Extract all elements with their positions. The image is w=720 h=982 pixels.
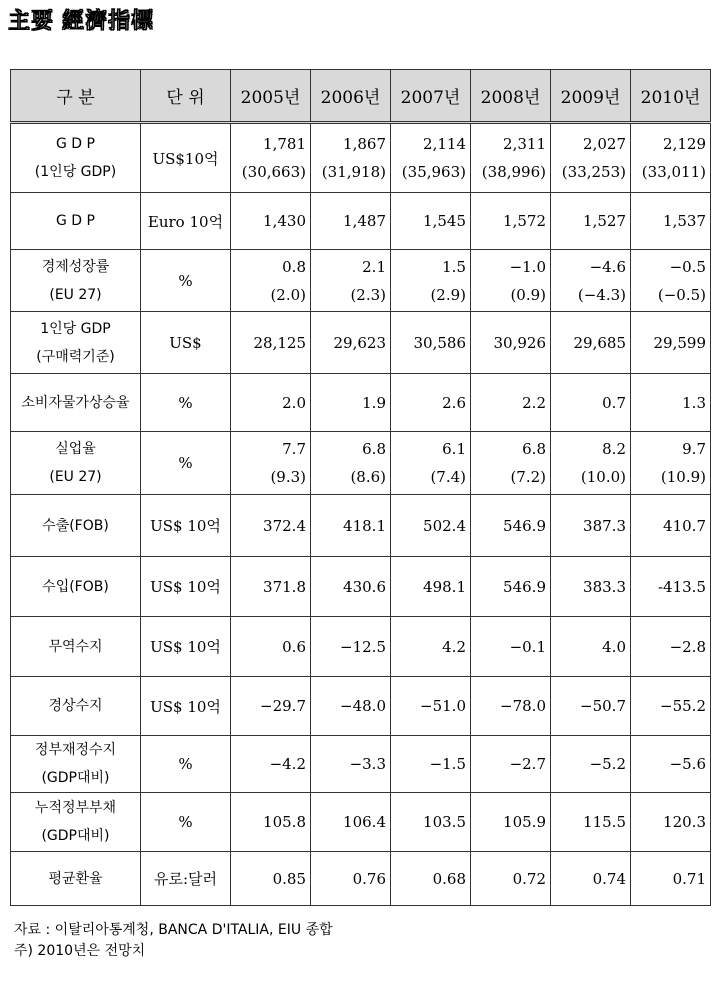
value-cell bbox=[631, 793, 711, 852]
row-label bbox=[11, 193, 141, 250]
value-cell bbox=[391, 250, 471, 312]
row-unit: % bbox=[141, 736, 231, 793]
row-label-line: 경상수지 bbox=[48, 698, 103, 714]
value-cell bbox=[311, 557, 391, 617]
table-header-row bbox=[11, 70, 711, 123]
value-cell bbox=[391, 736, 471, 793]
value-cell bbox=[471, 123, 551, 193]
value-main: 1,487 bbox=[343, 212, 386, 230]
value-main: 6.8 bbox=[522, 440, 546, 458]
value-cell bbox=[391, 793, 471, 852]
value-main: −0.5 bbox=[669, 257, 706, 276]
value-sub: (35,963) bbox=[401, 163, 466, 181]
value-main: −51.0 bbox=[420, 697, 466, 715]
value-main: 8.2 bbox=[602, 440, 626, 458]
value-cell bbox=[551, 250, 631, 312]
value-main: 2,311 bbox=[503, 135, 546, 153]
table-row bbox=[11, 617, 711, 677]
value-main: 1.5 bbox=[442, 257, 466, 276]
value-main: −29.7 bbox=[260, 697, 306, 715]
value-cell bbox=[231, 677, 311, 736]
value-main: 115.5 bbox=[583, 813, 626, 831]
value-cell bbox=[471, 736, 551, 793]
table-row bbox=[11, 123, 711, 193]
row-label-line: 소비자물가상승율 bbox=[21, 394, 130, 411]
forecast-note: 주) 2010년은 전망치 bbox=[14, 943, 146, 959]
table-row bbox=[11, 432, 711, 495]
value-main: −50.7 bbox=[580, 697, 626, 715]
value-main: 2,129 bbox=[663, 135, 706, 153]
row-unit: % bbox=[141, 432, 231, 495]
value-cell bbox=[631, 617, 711, 677]
value-cell bbox=[551, 677, 631, 736]
value-cell bbox=[631, 374, 711, 432]
value-cell bbox=[311, 250, 391, 312]
value-cell bbox=[631, 250, 711, 312]
value-cell bbox=[391, 617, 471, 677]
table-row bbox=[11, 250, 711, 312]
row-label bbox=[11, 495, 141, 557]
value-cell bbox=[471, 852, 551, 906]
value-sub: (2.3) bbox=[350, 285, 386, 304]
value-cell bbox=[471, 193, 551, 250]
value-cell bbox=[551, 312, 631, 374]
value-cell bbox=[231, 250, 311, 312]
value-main: 2.2 bbox=[522, 393, 546, 412]
value-cell bbox=[471, 557, 551, 617]
value-main: 120.3 bbox=[663, 813, 706, 831]
value-main: 0.71 bbox=[672, 869, 706, 888]
row-label-line: 수입(FOB) bbox=[42, 578, 109, 595]
value-main: 546.9 bbox=[503, 577, 546, 596]
value-main: 4.2 bbox=[442, 637, 466, 656]
row-label-line: 누적정부부채 bbox=[34, 800, 117, 816]
value-cell bbox=[631, 312, 711, 374]
value-main: −55.2 bbox=[660, 697, 706, 715]
value-main: 387.3 bbox=[583, 516, 626, 535]
value-cell bbox=[631, 432, 711, 495]
value-cell bbox=[231, 432, 311, 495]
table-row bbox=[11, 736, 711, 793]
row-label bbox=[11, 852, 141, 906]
value-sub: (38,996) bbox=[481, 163, 546, 181]
value-cell bbox=[471, 495, 551, 557]
header-year: 2010년 bbox=[631, 70, 711, 123]
row-label-line: 정부재정수지 bbox=[34, 742, 117, 758]
value-cell bbox=[551, 432, 631, 495]
header-category: 구 분 bbox=[11, 70, 141, 123]
value-main: 9.7 bbox=[682, 440, 706, 458]
value-main: −5.2 bbox=[589, 755, 626, 773]
value-main: 29,623 bbox=[333, 333, 386, 352]
row-label-line: (구매력기준) bbox=[36, 348, 115, 365]
value-main: 418.1 bbox=[343, 516, 386, 535]
value-cell bbox=[551, 495, 631, 557]
row-unit: % bbox=[141, 793, 231, 852]
value-main: 29,685 bbox=[573, 333, 626, 352]
value-main: -413.5 bbox=[657, 577, 706, 596]
value-main: 2.6 bbox=[442, 393, 466, 412]
value-main: 430.6 bbox=[343, 577, 386, 596]
value-main: 2,027 bbox=[583, 135, 626, 153]
value-main: −2.7 bbox=[509, 755, 546, 773]
value-main: 410.7 bbox=[663, 516, 706, 535]
value-main: 2.1 bbox=[362, 257, 386, 276]
value-main: −5.6 bbox=[669, 755, 706, 773]
value-cell bbox=[391, 495, 471, 557]
value-main: 2.0 bbox=[282, 393, 306, 412]
value-cell bbox=[471, 617, 551, 677]
value-sub: (30,663) bbox=[241, 163, 306, 181]
row-label bbox=[11, 123, 141, 193]
row-label-line: 1인당 GDP bbox=[40, 320, 111, 337]
value-cell bbox=[471, 312, 551, 374]
value-main: 105.8 bbox=[263, 813, 306, 831]
value-cell bbox=[311, 852, 391, 906]
value-sub: (7.2) bbox=[510, 468, 546, 486]
row-label bbox=[11, 312, 141, 374]
value-main: −48.0 bbox=[340, 697, 386, 715]
value-main: 0.8 bbox=[282, 257, 306, 276]
value-cell bbox=[631, 193, 711, 250]
table-row bbox=[11, 677, 711, 736]
value-cell bbox=[471, 374, 551, 432]
row-unit: % bbox=[141, 374, 231, 432]
value-cell bbox=[311, 374, 391, 432]
economic-indicators-table bbox=[10, 69, 711, 906]
row-label-line: (EU 27) bbox=[49, 286, 102, 303]
value-sub: (−0.5) bbox=[657, 285, 706, 304]
value-sub: (9.3) bbox=[270, 468, 306, 486]
value-main: 0.76 bbox=[352, 869, 386, 888]
page-title: 主要 經濟指標 bbox=[8, 9, 154, 34]
value-main: 0.7 bbox=[602, 393, 626, 412]
header-year: 2007년 bbox=[391, 70, 471, 123]
header-unit: 단 위 bbox=[141, 70, 231, 123]
value-main: −2.8 bbox=[669, 637, 706, 656]
value-cell bbox=[231, 123, 311, 193]
value-cell bbox=[391, 312, 471, 374]
value-cell bbox=[551, 617, 631, 677]
value-cell bbox=[631, 852, 711, 906]
value-main: −4.6 bbox=[589, 257, 626, 276]
value-sub: (−4.3) bbox=[577, 285, 626, 304]
row-label-line: 평균환율 bbox=[48, 870, 103, 887]
value-cell bbox=[311, 617, 391, 677]
header-year: 2008년 bbox=[471, 70, 551, 123]
value-main: 372.4 bbox=[263, 516, 306, 535]
value-sub: (7.4) bbox=[430, 468, 466, 486]
value-cell bbox=[231, 736, 311, 793]
value-cell bbox=[551, 123, 631, 193]
value-main: −78.0 bbox=[500, 697, 546, 715]
value-cell bbox=[231, 793, 311, 852]
value-main: 1,572 bbox=[503, 212, 546, 230]
row-label bbox=[11, 617, 141, 677]
row-label-line: 수출(FOB) bbox=[42, 517, 109, 534]
value-main: 105.9 bbox=[503, 813, 546, 831]
table-row bbox=[11, 495, 711, 557]
row-unit: US$ 10억 bbox=[141, 557, 231, 617]
row-label bbox=[11, 557, 141, 617]
value-main: −0.1 bbox=[509, 637, 546, 656]
value-cell bbox=[551, 852, 631, 906]
value-cell bbox=[551, 557, 631, 617]
value-main: −1.0 bbox=[509, 257, 546, 276]
value-main: 502.4 bbox=[423, 516, 466, 535]
value-cell bbox=[231, 557, 311, 617]
value-cell bbox=[471, 432, 551, 495]
value-cell bbox=[631, 495, 711, 557]
value-cell bbox=[471, 793, 551, 852]
header-year: 2005년 bbox=[231, 70, 311, 123]
value-sub: (0.9) bbox=[510, 285, 546, 304]
value-cell bbox=[631, 677, 711, 736]
source-note: 자료 : 이탈리아통계청, BANCA D'ITALIA, EIU 종합 bbox=[14, 922, 333, 938]
row-label-line: G D P bbox=[56, 213, 95, 229]
row-unit: US$ bbox=[141, 312, 231, 374]
value-cell bbox=[231, 852, 311, 906]
value-cell bbox=[231, 193, 311, 250]
row-label-line: 무역수지 bbox=[48, 638, 103, 655]
value-main: −12.5 bbox=[340, 637, 386, 656]
row-label bbox=[11, 374, 141, 432]
value-cell bbox=[231, 617, 311, 677]
row-unit: 유로:달러 bbox=[141, 852, 231, 906]
value-cell bbox=[311, 312, 391, 374]
value-main: 28,125 bbox=[253, 333, 306, 352]
row-label bbox=[11, 250, 141, 312]
value-cell bbox=[551, 193, 631, 250]
header-year: 2009년 bbox=[551, 70, 631, 123]
value-sub: (33,011) bbox=[641, 163, 706, 181]
value-main: 1.9 bbox=[362, 393, 386, 412]
value-cell bbox=[391, 852, 471, 906]
value-sub: (10.0) bbox=[580, 468, 626, 486]
value-cell bbox=[471, 250, 551, 312]
value-main: 0.72 bbox=[512, 869, 546, 888]
row-label-line: 경제성장률 bbox=[41, 258, 110, 275]
value-cell bbox=[631, 736, 711, 793]
value-main: 4.0 bbox=[602, 637, 626, 656]
row-unit: US$ 10억 bbox=[141, 495, 231, 557]
value-cell bbox=[311, 193, 391, 250]
value-cell bbox=[311, 123, 391, 193]
value-cell bbox=[391, 557, 471, 617]
value-main: 30,926 bbox=[493, 333, 546, 352]
value-cell bbox=[231, 495, 311, 557]
value-main: 103.5 bbox=[423, 813, 466, 831]
value-cell bbox=[391, 374, 471, 432]
value-main: −3.3 bbox=[349, 755, 386, 773]
value-main: 1,545 bbox=[423, 212, 466, 230]
value-main: 6.1 bbox=[442, 440, 466, 458]
value-main: 0.68 bbox=[432, 869, 466, 888]
value-main: 2,114 bbox=[423, 135, 466, 153]
row-label-line: G D P bbox=[56, 136, 95, 152]
value-main: 383.3 bbox=[583, 577, 626, 596]
value-main: 6.8 bbox=[362, 440, 386, 458]
value-cell bbox=[551, 736, 631, 793]
row-unit: Euro 10억 bbox=[141, 193, 231, 250]
row-label bbox=[11, 736, 141, 793]
row-label-line: (GDP대비) bbox=[41, 770, 110, 786]
row-unit: US$10억 bbox=[141, 123, 231, 193]
value-main: 30,586 bbox=[413, 333, 466, 352]
value-cell bbox=[311, 736, 391, 793]
value-sub: (2.0) bbox=[270, 285, 306, 304]
value-cell bbox=[631, 123, 711, 193]
value-main: −4.2 bbox=[269, 755, 306, 773]
value-cell bbox=[391, 677, 471, 736]
value-cell bbox=[551, 793, 631, 852]
value-main: 1.3 bbox=[682, 393, 706, 412]
value-main: 546.9 bbox=[503, 516, 546, 535]
value-cell bbox=[391, 193, 471, 250]
row-unit: US$ 10억 bbox=[141, 677, 231, 736]
value-cell bbox=[311, 432, 391, 495]
value-main: 29,599 bbox=[653, 333, 706, 352]
value-sub: (33,253) bbox=[561, 163, 626, 181]
value-sub: (8.6) bbox=[350, 468, 386, 486]
value-main: 0.6 bbox=[282, 637, 306, 656]
row-label bbox=[11, 677, 141, 736]
value-cell bbox=[551, 374, 631, 432]
value-main: 7.7 bbox=[282, 440, 306, 458]
value-main: 1,527 bbox=[583, 212, 626, 230]
table-row bbox=[11, 557, 711, 617]
value-main: 0.85 bbox=[272, 869, 306, 888]
value-main: 1,867 bbox=[343, 135, 386, 153]
value-main: 1,537 bbox=[663, 212, 706, 230]
value-cell bbox=[311, 677, 391, 736]
value-cell bbox=[311, 793, 391, 852]
value-main: 0.74 bbox=[592, 869, 626, 888]
row-label-line: 실업율 bbox=[55, 441, 96, 457]
value-sub: (2.9) bbox=[430, 285, 466, 304]
value-main: 1,781 bbox=[263, 135, 306, 153]
value-sub: (10.9) bbox=[660, 468, 706, 486]
value-main: 106.4 bbox=[343, 813, 386, 831]
row-unit: % bbox=[141, 250, 231, 312]
row-unit: US$ 10억 bbox=[141, 617, 231, 677]
value-cell bbox=[471, 677, 551, 736]
value-main: −1.5 bbox=[429, 755, 466, 773]
value-cell bbox=[231, 312, 311, 374]
row-label-line: (1인당 GDP) bbox=[34, 164, 117, 180]
row-label-line: (GDP대비) bbox=[41, 828, 110, 844]
row-label bbox=[11, 793, 141, 852]
table-row bbox=[11, 374, 711, 432]
table-row bbox=[11, 193, 711, 250]
value-main: 1,430 bbox=[263, 212, 306, 230]
row-label bbox=[11, 432, 141, 495]
header-year: 2006년 bbox=[311, 70, 391, 123]
value-sub: (31,918) bbox=[321, 163, 386, 181]
table-row bbox=[11, 312, 711, 374]
value-cell bbox=[391, 123, 471, 193]
value-cell bbox=[311, 495, 391, 557]
value-cell bbox=[231, 374, 311, 432]
value-cell bbox=[631, 557, 711, 617]
table-row bbox=[11, 852, 711, 906]
row-label-line: (EU 27) bbox=[49, 469, 102, 485]
table-row bbox=[11, 793, 711, 852]
value-main: 498.1 bbox=[423, 577, 466, 596]
value-cell bbox=[391, 432, 471, 495]
value-main: 371.8 bbox=[263, 577, 306, 596]
